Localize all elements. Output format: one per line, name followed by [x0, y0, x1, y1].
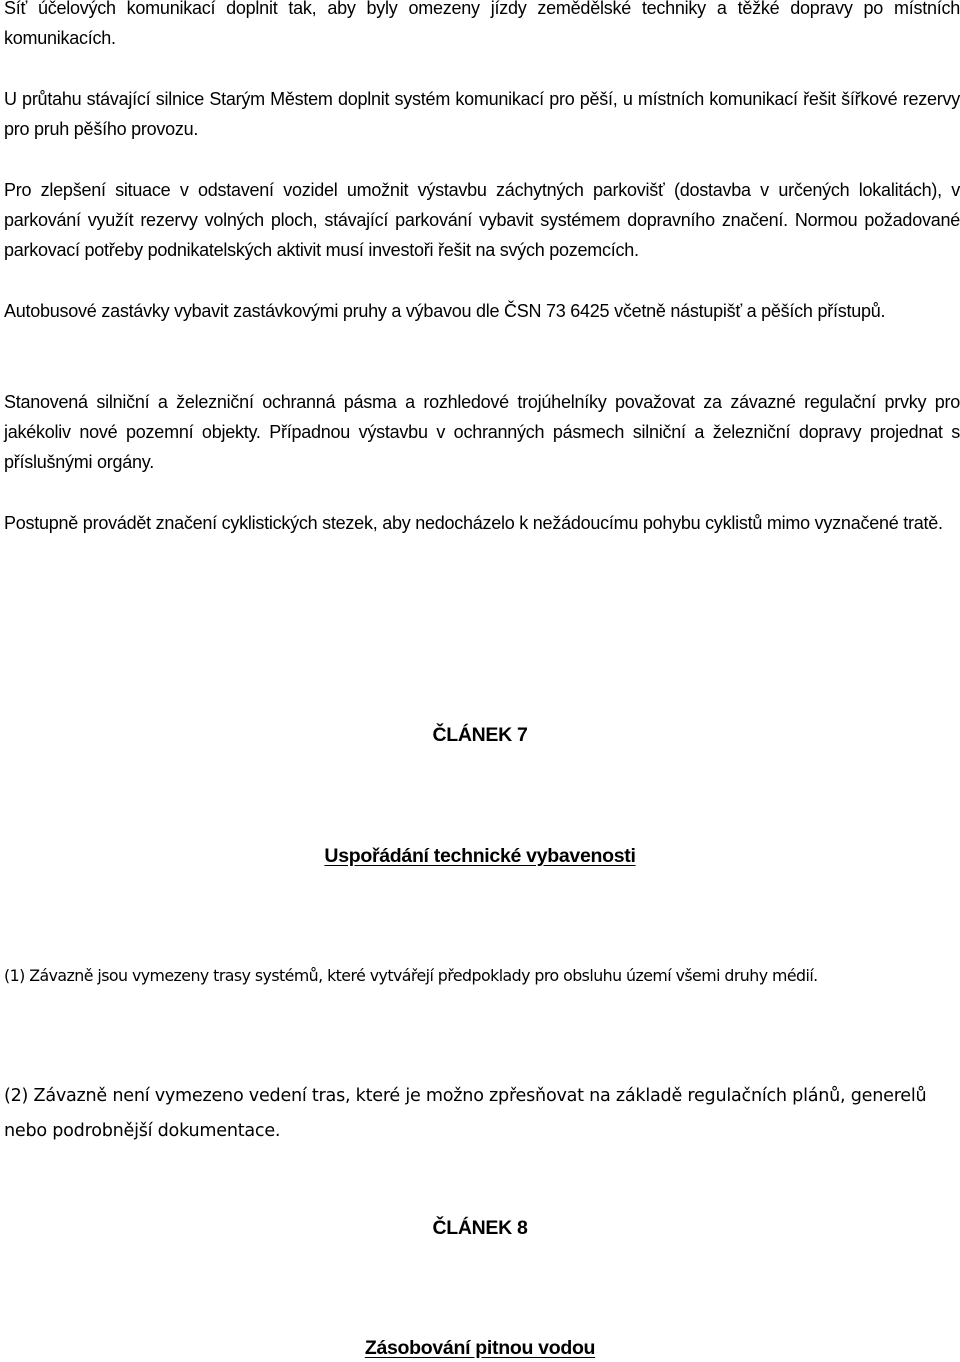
article-7-subheading: Uspořádání technické vybavenosti	[324, 845, 636, 867]
paragraph-bus-stops: Autobusové zastávky vybavit zastávkovými pruhy a výbavou dle ČSN 73 6425 včetně nástupišť a pěších přístupů.	[4, 301, 886, 321]
article-7-heading: ČLÁNEK 7	[432, 724, 528, 746]
paragraph-cycle-paths: Postupně provádět značení cyklistických stezek, aby nedocházelo k nežádoucímu pohybu cyklistů mimo vyznačené tratě.	[4, 513, 943, 533]
article-7-clause-2: (2) Závazně není vymezeno vedení tras, které je možno zpřesňovat na základě regulačních plánů, generelů nebo podrobnější dokumentace.	[4, 1086, 927, 1141]
paragraph-pedestrian-paths: U průtahu stávající silnice Starým Městem doplnit systém komunikací pro pěší, u místních komunikací řešit šířkové rezervy pro pruh pěšího provozu.	[4, 89, 960, 139]
paragraph-parking: Pro zlepšení situace v odstavení vozidel umožnit výstavbu záchytných parkovišť (dostavba v určených lokalitách), v parkování využít rezervy volných ploch, stávající parkování vybavit systémem dopravního značení. Normou požadované parkovací potřeby podnikatelských aktivit musí investoři řešit na svých pozemcích.	[4, 180, 960, 260]
article-8-heading: ČLÁNEK 8	[432, 1217, 528, 1239]
article-8-subheading: Zásobování pitnou vodou	[364, 1337, 596, 1359]
paragraph-protection-zones: Stanovená silniční a železniční ochranná pásma a rozhledové trojúhelníky považovat za závazné regulační prvky pro jakékoliv nové pozemní objekty. Případnou výstavbu v ochranných pásmech silniční a železniční dopravy projednat s příslušnými orgány.	[4, 392, 960, 472]
paragraph-farm-roads: Síť účelových komunikací doplnit tak, aby byly omezeny jízdy zemědělské techniky a těžké dopravy po místních komunikacích.	[4, 0, 960, 48]
article-7-clause-1: (1) Závazně jsou vymezeny trasy systémů, které vytvářejí předpoklady pro obsluhu území všemi druhy médií.	[4, 966, 818, 985]
